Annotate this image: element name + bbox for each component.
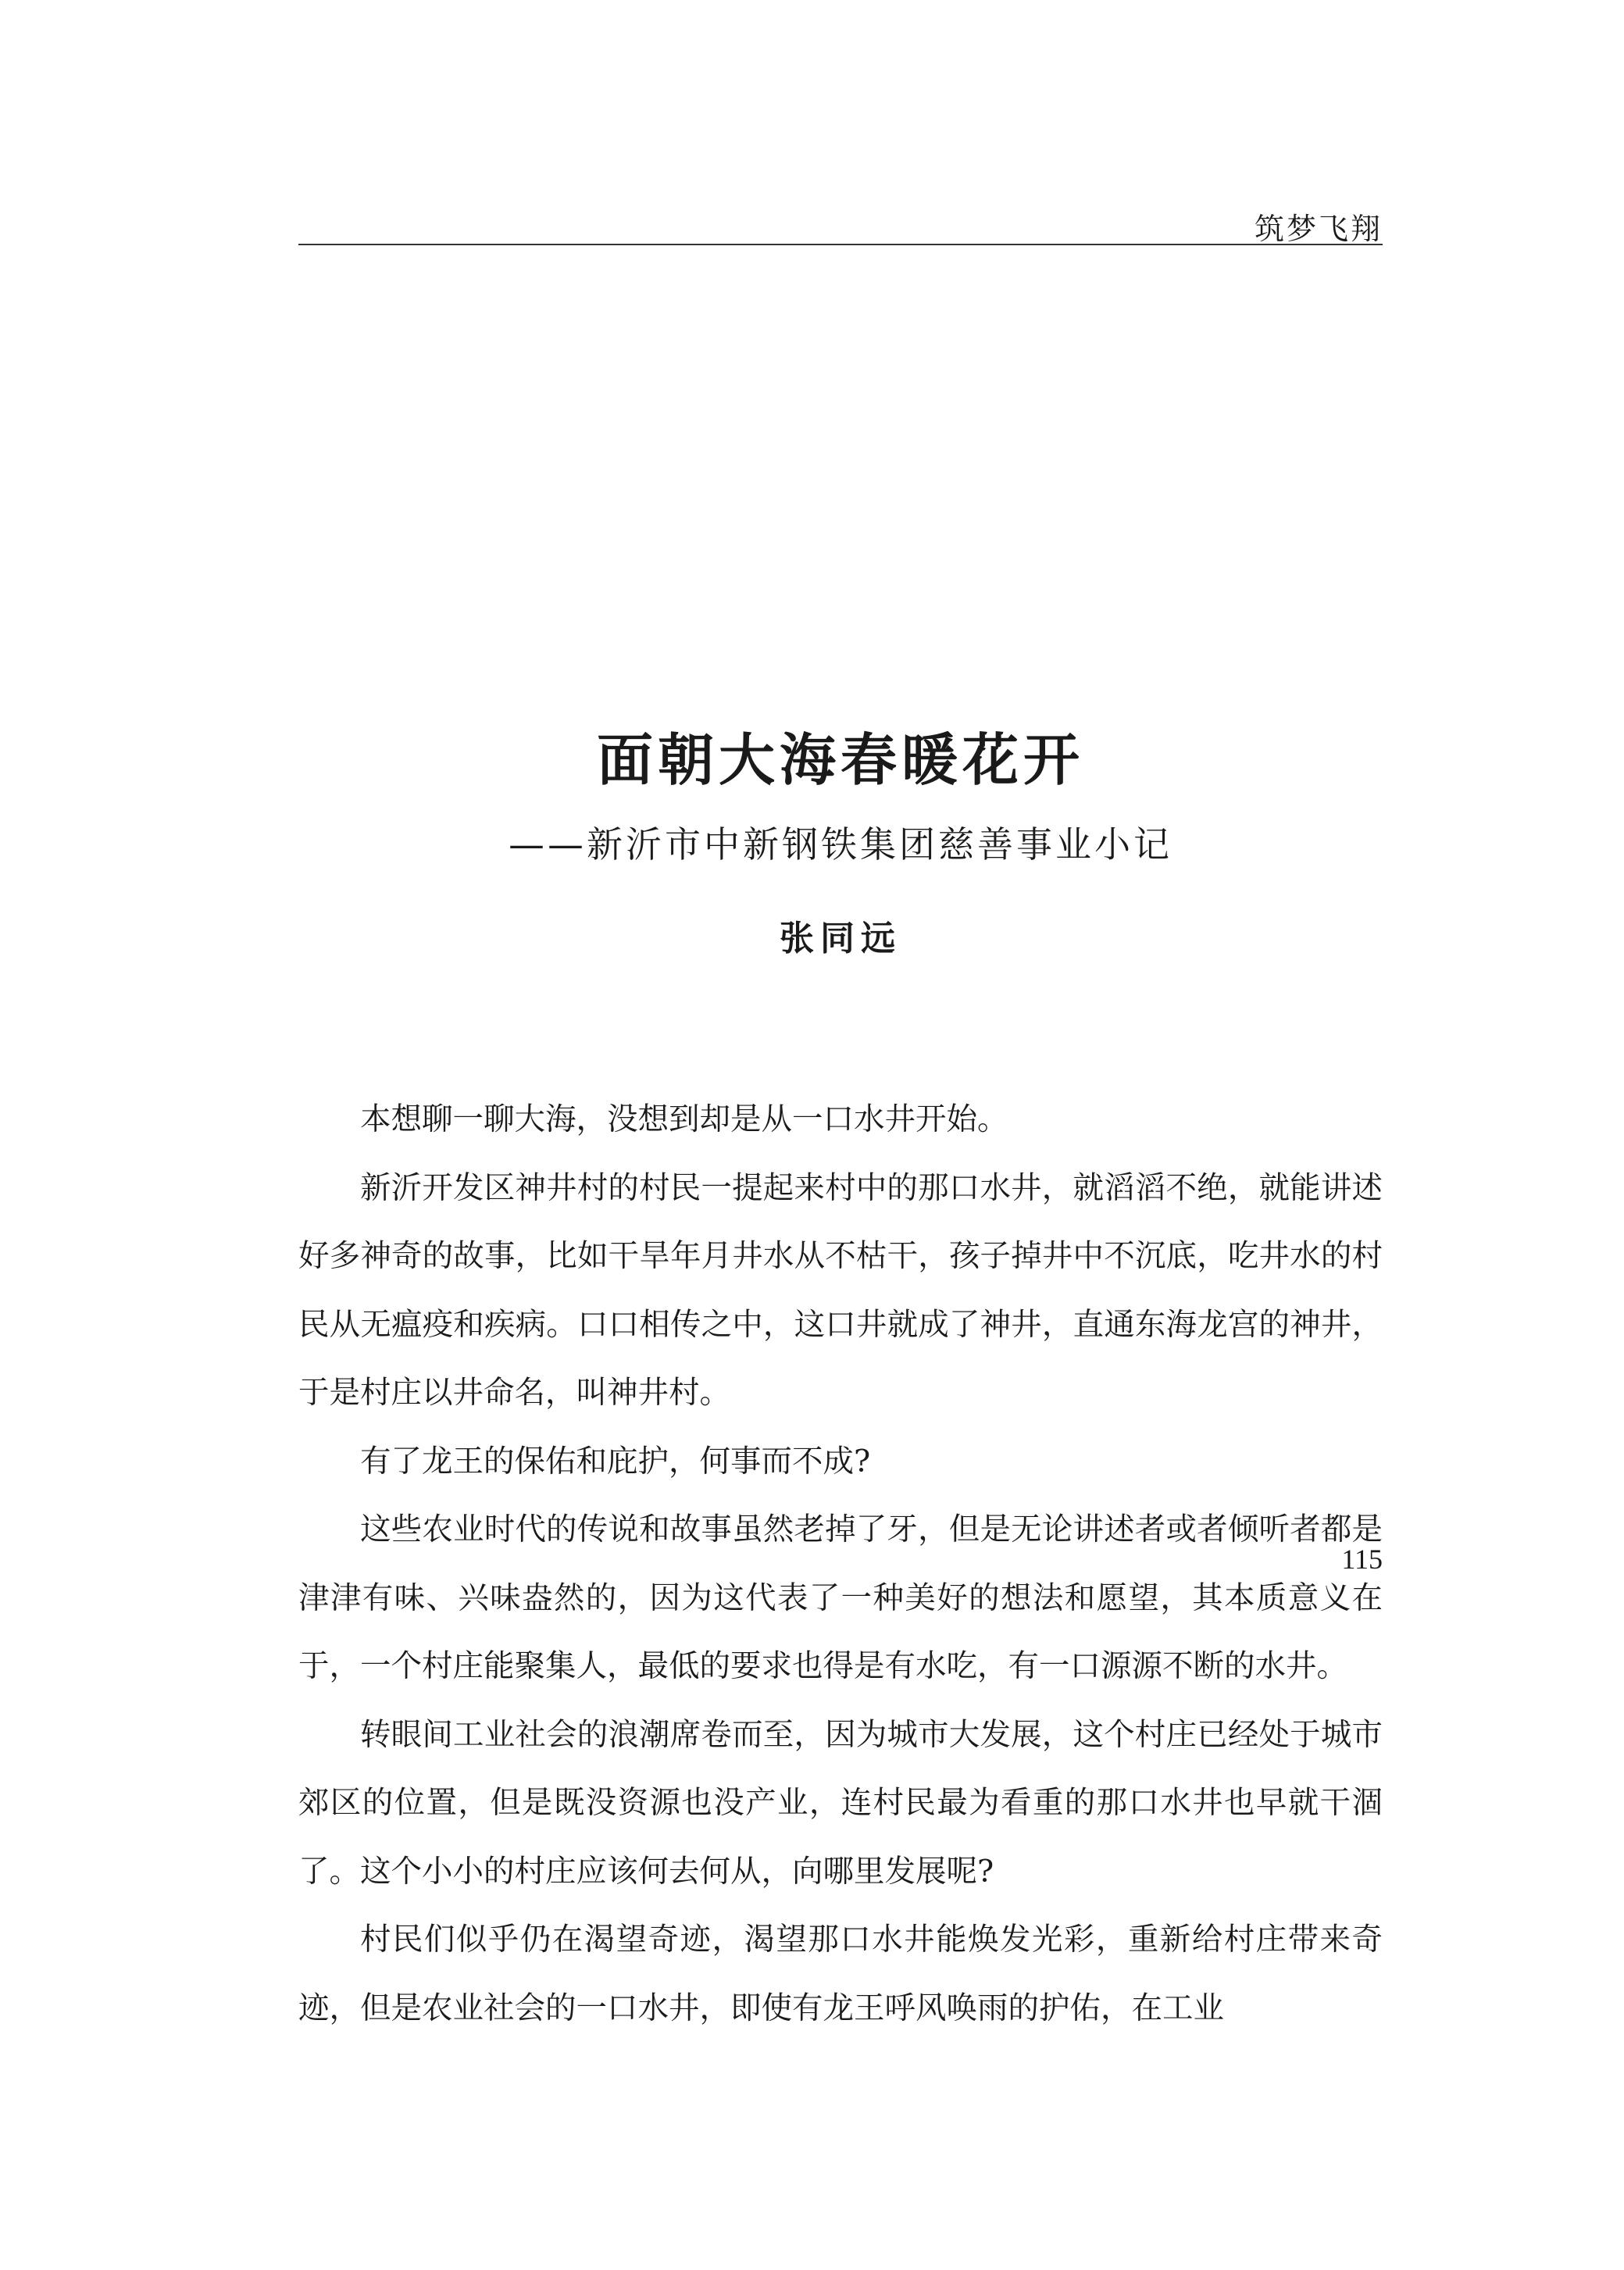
paragraph: 本想聊一聊大海，没想到却是从一口水井开始。 xyxy=(360,1101,1008,1137)
page-number: 115 xyxy=(1341,1544,1383,1575)
header-rule xyxy=(298,244,1383,245)
paragraph: 转眼间工业社会的浪潮席卷而至，因为城市大发展，这个村庄已经处于城市郊区的位置，但是既没资源也没产业，连村民最为看重的那口水井也早就干涸了。这个小小的村庄应该何去何从，向哪里发展呢? xyxy=(298,1716,1383,1890)
paragraph: 这些农业时代的传说和故事虽然老掉了牙，但是无论讲述者或者倾听者都是津津有味、兴味盎然的，因为这代表了一种美好的想法和愿望，其本质意义在于，一个村庄能聚集人，最低的要求也得是有水吃，有一口源源不断的水井。 xyxy=(298,1512,1383,1684)
paragraph: 村民们似乎仍在渴望奇迹，渴望那口水井能焕发光彩，重新给村庄带来奇迹，但是农业社会的一口水井，即使有龙王呼风唤雨的护佑，在工业 xyxy=(298,1922,1383,2026)
article-title: 面朝大海春暖花开 xyxy=(596,726,1084,793)
running-header: 筑梦飞翔 xyxy=(1254,212,1383,246)
article-author: 张同远 xyxy=(780,919,901,958)
article-subtitle: ——新沂市中新钢铁集团慈善事业小记 xyxy=(509,823,1172,866)
paragraph: 有了龙王的保佑和庇护，何事而不成? xyxy=(360,1443,871,1479)
paragraph: 新沂开发区神井村的村民一提起来村中的那口水井，就滔滔不绝，就能讲述好多神奇的故事，比如干旱年月井水从不枯干，孩子掉井中不沉底，吃井水的村民从无瘟疫和疾病。口口相传之中，这口井就成了神井，直通东海龙宫的神井，于是村庄以井命名，叫神井村。 xyxy=(298,1169,1383,1411)
article-body xyxy=(298,1086,1383,2043)
